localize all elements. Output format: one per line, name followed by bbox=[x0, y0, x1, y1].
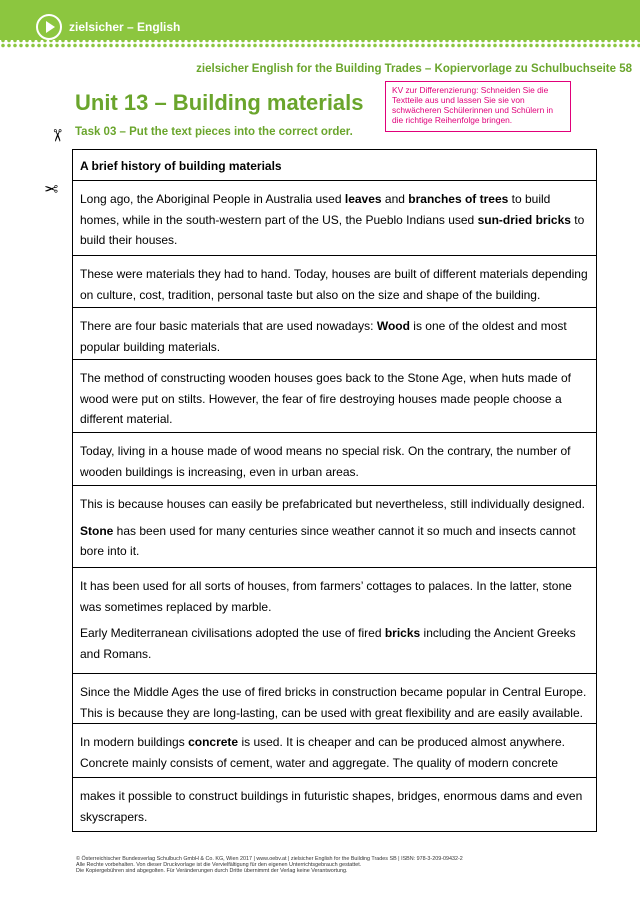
piece-paragraph bbox=[80, 732, 588, 773]
footer-line: Alle Rechte vorbehalten. Von dieser Druckvorlage ist die Vervielfältigung für den eigenen Unterrichtsgebrauch gestattet. bbox=[76, 862, 362, 869]
text-piece bbox=[73, 778, 596, 832]
copyright-footer bbox=[76, 856, 576, 875]
piece-paragraph bbox=[80, 521, 588, 562]
text-pieces-box bbox=[72, 149, 597, 832]
piece-paragraph bbox=[80, 264, 588, 305]
unit-title: Unit 13 – Building materials bbox=[75, 90, 364, 115]
piece-paragraph bbox=[80, 189, 588, 251]
bold-term: concrete bbox=[188, 735, 239, 749]
bold-term: Wood bbox=[376, 319, 410, 333]
scissors-icon: ✂ bbox=[47, 128, 67, 143]
text-run: Since the Middle Ages the use of fired bricks in construction became popular in Central Europe. This is because they are long-lasting, can be used with great flexibility and are easily available. bbox=[80, 685, 587, 720]
text-piece bbox=[73, 181, 596, 256]
footer-line: Die Kopiergebühren sind abgegolten. Für Veränderungen durch Dritte übernimmt der Verlag keine Verantwortung. bbox=[76, 868, 348, 875]
text-piece bbox=[73, 486, 596, 568]
piece-paragraph bbox=[80, 682, 588, 723]
bold-term: leaves bbox=[344, 192, 382, 206]
text-run: including the Ancient Greeks and Romans. bbox=[80, 626, 576, 661]
text-run: to build homes, while in the south-western part of the US, the Pueblo Indians used bbox=[80, 192, 551, 227]
bold-term: sun-dried bricks bbox=[477, 212, 571, 227]
piece-paragraph bbox=[80, 786, 588, 827]
text-run: There are four basic materials that are used nowadays: bbox=[80, 319, 377, 333]
piece-paragraph bbox=[80, 494, 588, 515]
text-run: It has been used for all sorts of houses, from farmers’ cottages to palaces. In the latter, stone was sometimes replaced by marble. bbox=[80, 579, 572, 614]
piece-paragraph bbox=[80, 316, 588, 357]
text-run: makes it possible to construct buildings in futuristic shapes, bridges, enormous dams and even skyscrapers. bbox=[80, 789, 583, 824]
piece-paragraph bbox=[80, 441, 588, 482]
text-run: Early Mediterranean civilisations adopted the use of fired bbox=[80, 626, 385, 640]
text-run: Today, living in a house made of wood means no special risk. On the contrary, the number of wooden buildings is increasing, even in urban areas. bbox=[80, 444, 571, 479]
text-piece bbox=[73, 433, 596, 486]
text-run: to build their houses. bbox=[80, 212, 585, 247]
page-header: zielsicher English for the Building Trades – Kopiervorlage zu Schulbuchseite 58 bbox=[196, 63, 632, 75]
teacher-note: KV zur Differenzierung: Schneiden Sie die Textteile aus und lassen Sie sie von schwächeren Schülerinnen und Schülern in die richtige Reihenfolge bringen. bbox=[385, 81, 571, 132]
scissors-icon: ✂ bbox=[44, 180, 59, 199]
footer-line: © Österreichischer Bundesverlag Schulbuch GmbH & Co. KG, Wien 2017 | www.oebv.at | zielsicher English for the Building Trades SB | ISBN: 978-3-209-09432-2 bbox=[76, 856, 463, 862]
text-run: This is because houses can easily be prefabricated but nevertheless, still individually designed. bbox=[80, 497, 585, 511]
text-run: has been used for many centuries since weather cannot it so much and insects cannot bore into it. bbox=[80, 523, 576, 558]
text-piece bbox=[73, 360, 596, 433]
bold-term: bricks bbox=[384, 626, 421, 640]
text-run: Long ago, the Aboriginal People in Australia used bbox=[80, 192, 345, 206]
piece-paragraph bbox=[80, 576, 588, 617]
play-logo-icon bbox=[36, 14, 62, 40]
text-run: The method of constructing wooden houses goes back to the Stone Age, when huts made of wood were put on stilts. However, the fear of fire destroying houses made people choose a different material. bbox=[80, 371, 571, 426]
text-piece bbox=[73, 308, 596, 360]
piece-paragraph bbox=[80, 623, 588, 664]
text-run: These were materials they had to hand. Today, houses are built of different materials depending on culture, cost, tradition, personal taste but also on the size and shape of the building. bbox=[80, 267, 588, 302]
text-run: In modern buildings bbox=[80, 735, 189, 749]
text-run: and bbox=[381, 192, 409, 206]
brand-bar-dotted-edge bbox=[0, 38, 640, 48]
box-title: A brief history of building materials bbox=[73, 150, 596, 181]
bold-term: branches of trees bbox=[408, 192, 509, 206]
piece-paragraph bbox=[80, 368, 588, 430]
task-instruction: Task 03 – Put the text pieces into the correct order. bbox=[75, 126, 353, 138]
text-piece bbox=[73, 724, 596, 778]
text-piece bbox=[73, 674, 596, 724]
text-piece bbox=[73, 256, 596, 308]
text-run: is used. It is cheaper and can be produced almost anywhere. Concrete mainly consists of cement, water and aggregate. The quality of modern concrete bbox=[80, 735, 565, 770]
bold-term: Stone bbox=[80, 523, 114, 538]
text-piece bbox=[73, 568, 596, 674]
text-run: is one of the oldest and most popular building materials. bbox=[80, 319, 567, 354]
brand-name: zielsicher – English bbox=[69, 20, 181, 34]
